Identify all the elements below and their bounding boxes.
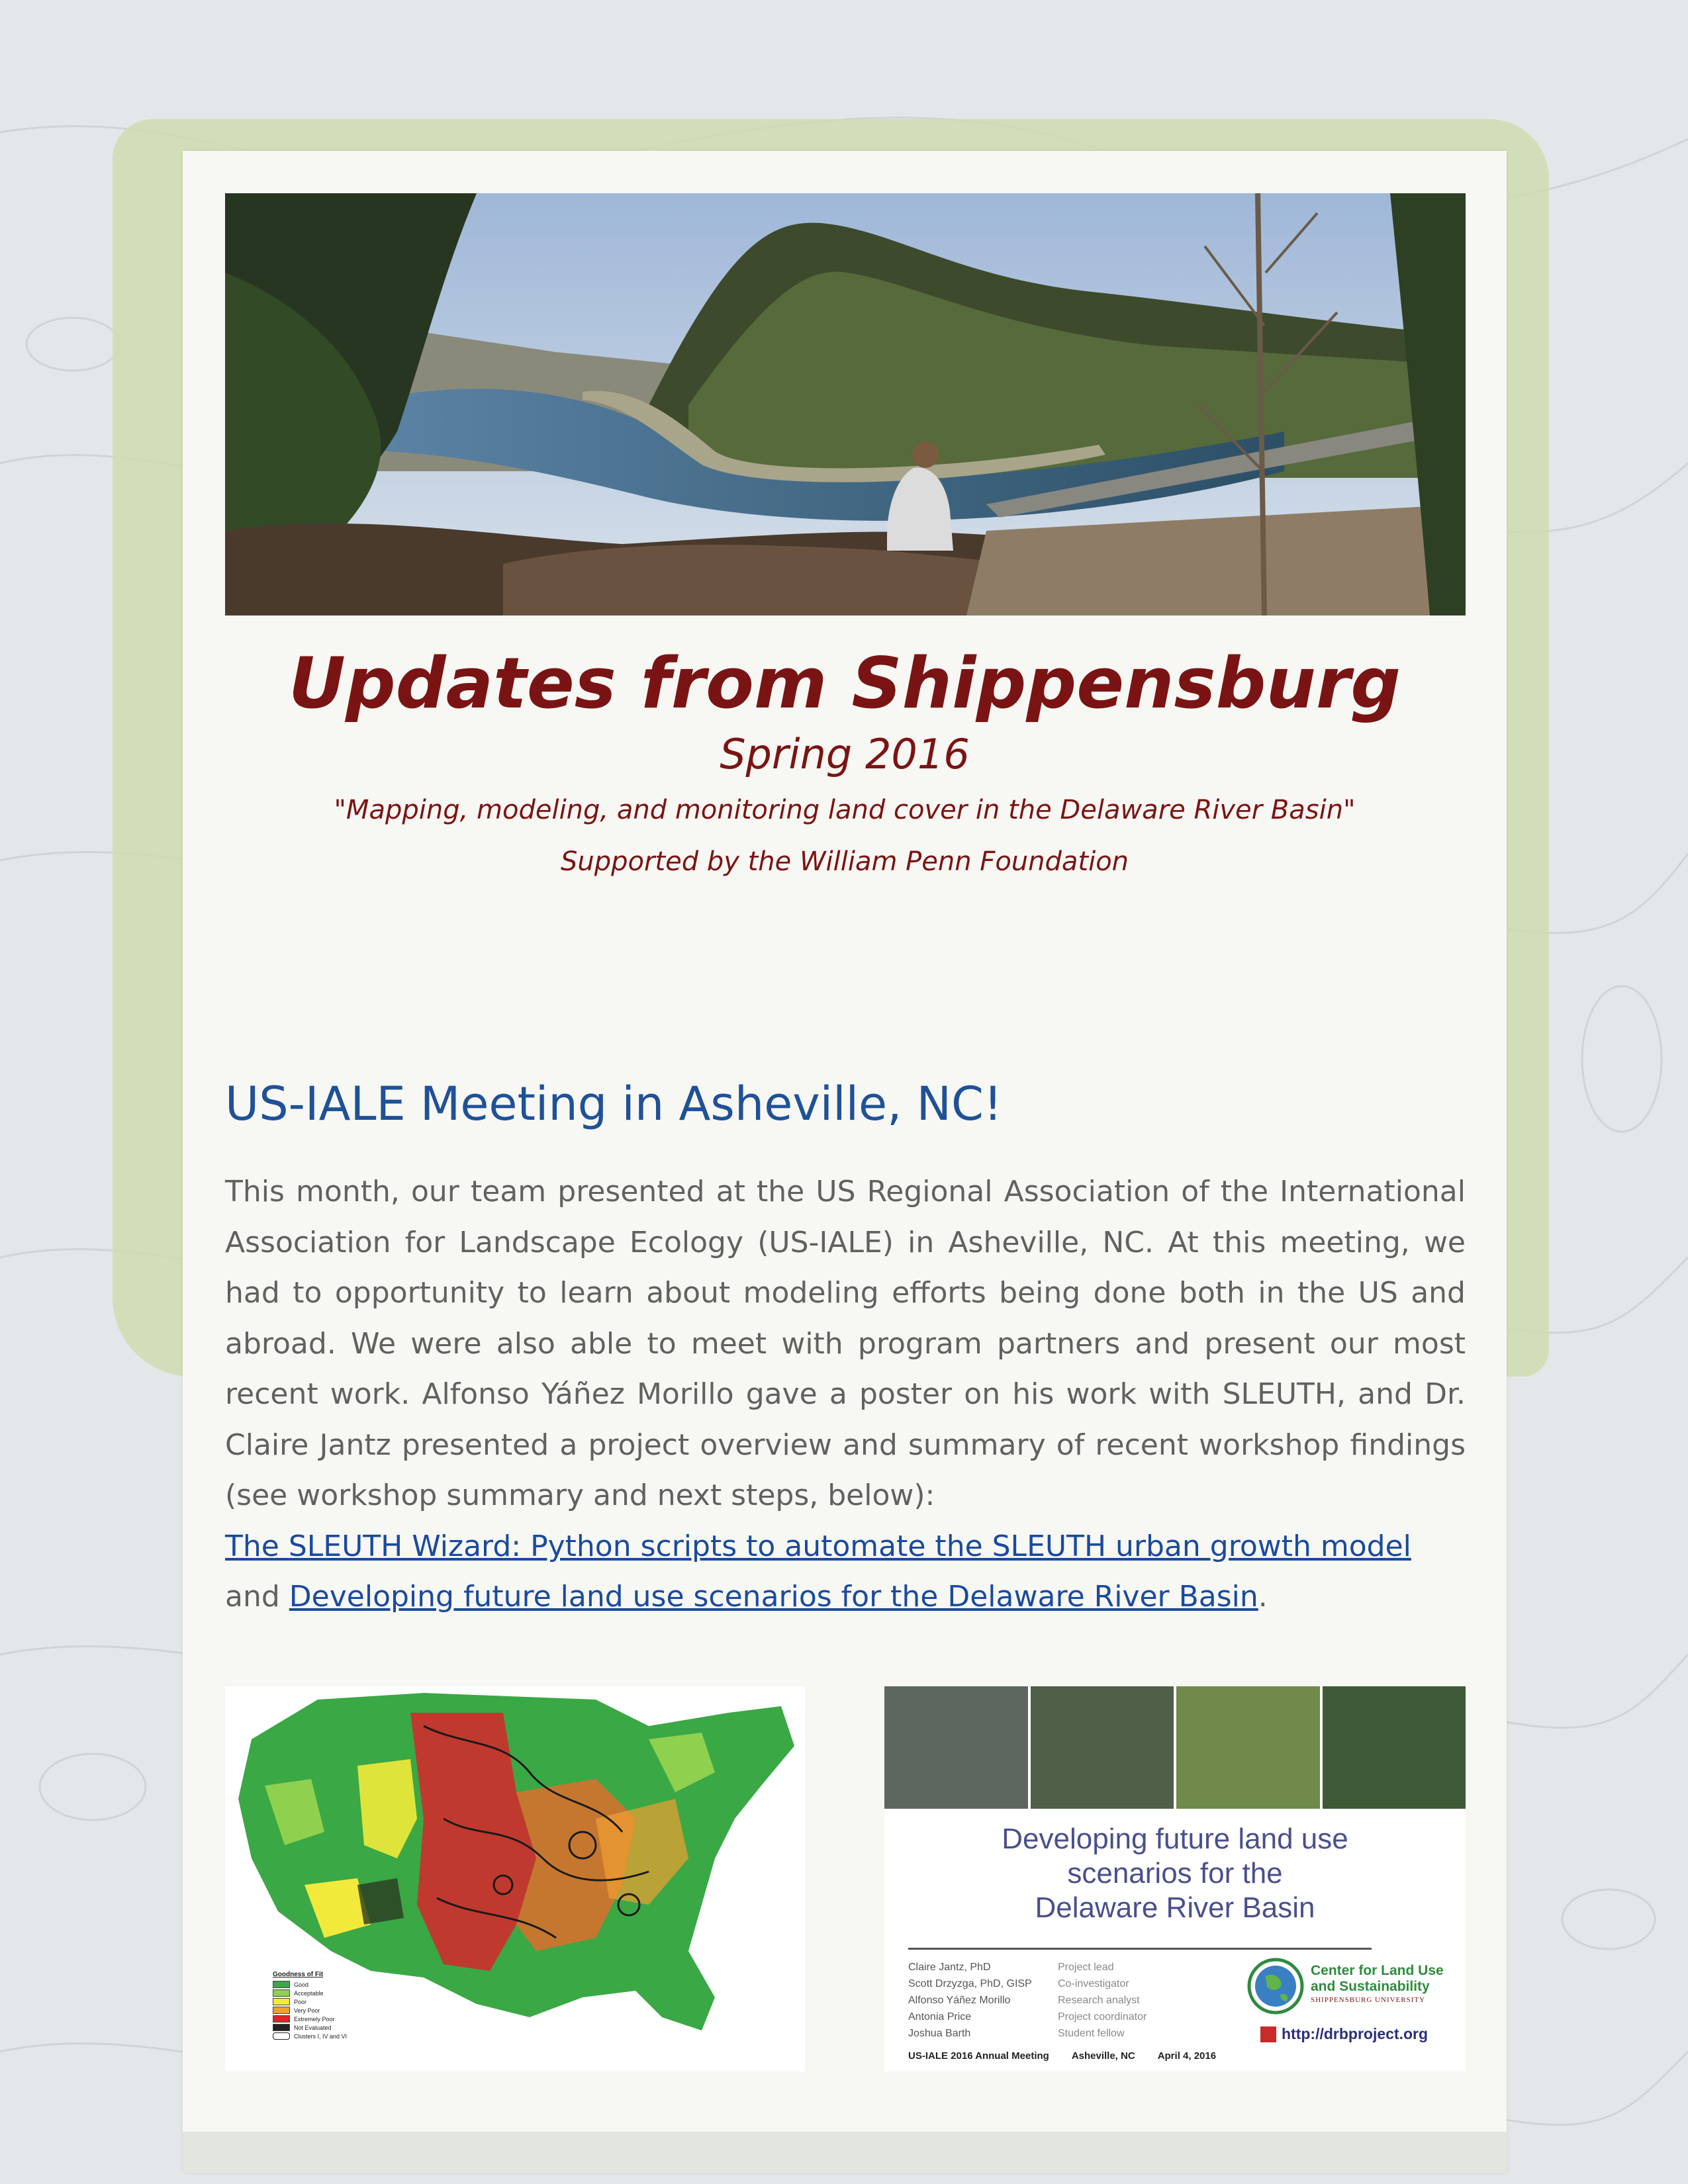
link-line-1 [225, 1522, 1466, 1572]
team-member-role: Student fellow [1058, 2028, 1125, 2039]
globe-icon [1247, 1958, 1304, 2015]
team-member-name: Scott Drzyzga, PhD, GISP [908, 1978, 1032, 1989]
project-url [1260, 2025, 1428, 2043]
map-legend [273, 1971, 347, 2040]
legend-item [273, 2006, 347, 2015]
logo-text [1311, 1963, 1444, 1995]
legend-swatch [273, 1981, 290, 1988]
team-member-role: Project lead [1058, 1962, 1114, 1973]
legend-item [273, 1989, 347, 1997]
slide-title-line: Delaware River Basin [1035, 1891, 1315, 1924]
link-line-2 [225, 1572, 1466, 1623]
slide-title-line: scenarios for the [1067, 1857, 1283, 1889]
legend-swatch [273, 2015, 290, 2023]
aerial-photo-urban [884, 1686, 1028, 1809]
aerial-photo-strip [884, 1686, 1466, 1809]
slide-footer [908, 2050, 1216, 2062]
team-member-role: Project coordinator [1058, 2011, 1147, 2023]
team-member-name: Antonia Price [908, 2011, 972, 2023]
team-member-name: Alfonso Yáñez Morillo [908, 1995, 1011, 2006]
aerial-photo-suburban [1031, 1686, 1174, 1809]
footer-place: Asheville, NC [1071, 2050, 1135, 2062]
legend-item [273, 2015, 347, 2023]
aerial-photo-forest [1323, 1686, 1466, 1809]
page-footer-band [183, 2132, 1507, 2173]
legend-item [273, 2023, 347, 2032]
center-logo [1247, 1958, 1459, 2017]
team-member-name: Claire Jantz, PhD [908, 1962, 991, 1973]
hero-photo-delaware-water-gap [225, 193, 1466, 615]
legend-swatch [273, 1998, 290, 2005]
slide-title [884, 1822, 1466, 1925]
future-land-use-link[interactable]: Developing future land use scenarios for the Delaware River Basin [289, 1580, 1258, 1614]
closing-period: . [1258, 1580, 1268, 1614]
legend-label: Acceptable [294, 1989, 324, 1997]
masthead [183, 641, 1507, 882]
legend-item [273, 1980, 347, 1989]
article-heading: US-IALE Meeting in Asheville, NC! [225, 1077, 1002, 1131]
logo-line: Center for Land Use [1311, 1963, 1444, 1978]
slide-divider [908, 1948, 1372, 1950]
article-body [225, 1167, 1466, 1623]
team-names [908, 1959, 1032, 2042]
legend-label: Poor [294, 1998, 307, 2005]
sleuth-wizard-link[interactable]: The SLEUTH Wizard: Python scripts to automate the SLEUTH urban growth model [225, 1529, 1411, 1563]
legend-label: Clusters I, IV and VI [294, 2032, 348, 2040]
newsletter-page [183, 151, 1507, 2173]
newsletter-title: Updates from Shippensburg [288, 643, 1401, 724]
logo-university: SHIPPENSBURG UNIVERSITY [1311, 1996, 1426, 2004]
document-icon [1260, 2026, 1276, 2042]
us-goodness-of-fit-map [225, 1686, 805, 2071]
footer-event: US-IALE 2016 Annual Meeting [908, 2050, 1049, 2062]
issue-season: Spring 2016 [720, 730, 970, 778]
team-member-role: Research analyst [1058, 1995, 1140, 2006]
legend-label: Extremely Poor [294, 2015, 335, 2023]
project-tagline: "Mapping, modeling, and monitoring land cover in the Delaware River Basin" [334, 795, 1356, 825]
article-paragraph: This month, our team presented at the US Regional Association of the International Association for Landscape Ecology (US-IALE) in Asheville, NC. At this meeting, we had to opportunity to learn about modeling efforts being done both in the US and abroad. We were also able to meet with program partners and present our most recent work. Alfonso Yáñez Morillo gave a poster on his work with SLEUTH, and Dr. Claire Jantz presented a project overview and summary of recent workshop findings (see workshop summary and next steps, below): [225, 1175, 1466, 1512]
slide-title-line: Developing future land use [1002, 1823, 1348, 1855]
legend-label: Very Poor [294, 2007, 320, 2014]
legend-swatch [273, 2007, 290, 2014]
team-roles [1058, 1959, 1147, 2042]
sponsor-line: Supported by the William Penn Foundation [560, 846, 1129, 877]
team-member-name: Joshua Barth [908, 2028, 971, 2039]
presentation-title-slide [884, 1686, 1466, 2071]
legend-swatch [273, 2024, 290, 2031]
legend-label: Good [294, 1981, 309, 1988]
logo-line: and Sustainability [1311, 1979, 1430, 1994]
team-member-role: Co-investigator [1058, 1978, 1129, 1989]
legend-label: Not Evaluated [294, 2024, 332, 2031]
legend-item-clusters [273, 2032, 347, 2040]
project-url-text: http://drbproject.org [1282, 2025, 1429, 2042]
aerial-photo-farmland [1176, 1686, 1320, 1809]
legend-item [273, 1997, 347, 2006]
footer-date: April 4, 2016 [1157, 2050, 1217, 2062]
and-word: and [225, 1580, 280, 1614]
legend-title: Goodness of Fit [273, 1971, 324, 1978]
legend-swatch [273, 1989, 290, 1997]
legend-swatch-outline [273, 2032, 290, 2040]
